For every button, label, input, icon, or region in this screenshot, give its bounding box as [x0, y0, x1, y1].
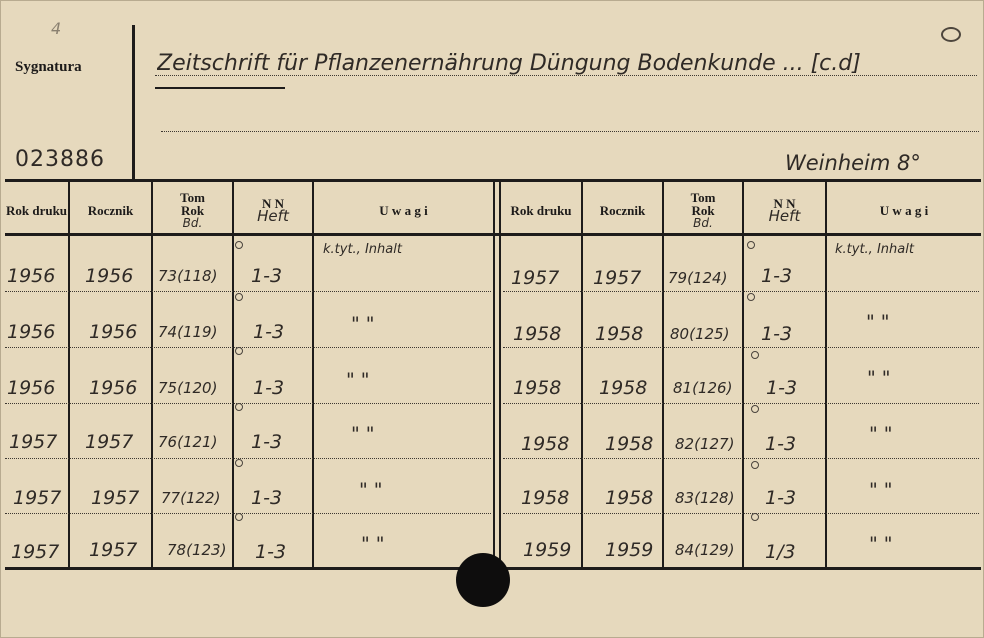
table-cell: 76(121)	[158, 433, 218, 451]
col-line	[581, 181, 583, 569]
center-line	[499, 181, 501, 569]
table-cell: k.tyt., Inhalt	[835, 242, 914, 257]
ring-mark-icon	[751, 513, 759, 521]
table-cell: 1959	[523, 539, 572, 561]
table-cell: " "	[869, 533, 893, 555]
col-line	[151, 181, 153, 569]
table-cell: 1957	[9, 431, 58, 453]
header-rok-druku	[501, 187, 581, 233]
header-label: Rok druku	[510, 202, 572, 218]
table-cell: 1-3	[766, 377, 798, 399]
row-dotted-line	[503, 347, 979, 348]
title-underline	[155, 87, 285, 89]
header-nn	[744, 187, 825, 233]
table-cell: " "	[869, 423, 893, 445]
header-label: Tom	[180, 189, 205, 205]
table-cell: 1959	[605, 539, 654, 561]
ring-mark-icon	[235, 459, 243, 467]
table-cell: 1958	[599, 377, 648, 399]
title-dotted-line	[155, 75, 977, 76]
ring-mark-icon	[751, 405, 759, 413]
ring-mark-icon	[747, 293, 755, 301]
header-handwritten: Heft	[768, 207, 801, 225]
table-cell: 1956	[7, 265, 56, 287]
table-cell: 1957	[511, 267, 560, 289]
col-line	[68, 181, 70, 569]
row-dotted-line	[503, 403, 979, 404]
table-cell: 1-3	[761, 323, 793, 345]
corner-number: 4	[51, 19, 62, 38]
table-cell: 1-3	[251, 487, 283, 509]
header-label: Rocznik	[87, 202, 134, 218]
table-cell: 1956	[7, 321, 56, 343]
col-line	[742, 181, 744, 569]
signature-number: 023886	[15, 147, 105, 172]
table-cell: 1-3	[251, 265, 283, 287]
ring-mark-icon	[751, 461, 759, 469]
table-cell: " "	[866, 311, 890, 333]
table-cell: 1/3	[765, 541, 796, 563]
header-divider	[132, 25, 135, 179]
ring-mark-icon	[235, 347, 243, 355]
table-cell: " "	[359, 479, 383, 501]
ring-mark-icon	[235, 241, 243, 249]
table-cell: 84(129)	[675, 541, 735, 559]
table-cell: 80(125)	[670, 325, 730, 343]
header-label: N N	[261, 196, 285, 211]
header-uwagi	[314, 187, 493, 233]
table-cell: 1958	[605, 433, 654, 455]
row-dotted-line	[5, 291, 491, 292]
header-label: Tom	[690, 189, 716, 205]
sygnatura-label: Sygnatura	[15, 59, 82, 75]
table-cell: 1958	[521, 433, 570, 455]
table-cell: 73(118)	[158, 267, 218, 285]
table-cell: " "	[361, 533, 385, 555]
col-line	[662, 181, 664, 569]
table-cell: 1957	[11, 541, 60, 563]
table-cell: 74(119)	[158, 323, 218, 341]
table-cell: k.tyt., Inhalt	[323, 242, 402, 257]
table-cell: 1958	[605, 487, 654, 509]
ring-mark-icon	[235, 293, 243, 301]
table-cell: 1957	[593, 267, 642, 289]
table-cell: 1-3	[253, 321, 285, 343]
table-cell: " "	[351, 423, 375, 445]
table-cell: 81(126)	[673, 379, 733, 397]
table-cell: " "	[869, 479, 893, 501]
table-cell: 75(120)	[158, 379, 218, 397]
header-handwritten: Bd.	[182, 215, 203, 230]
table-cell: 1958	[513, 323, 562, 345]
header-handwritten: Heft	[257, 207, 289, 225]
ring-mark-icon	[747, 241, 755, 249]
table-cell: 1958	[513, 377, 562, 399]
row-dotted-line	[503, 513, 979, 514]
table-cell: " "	[346, 369, 370, 391]
table-cell: 1-3	[253, 377, 285, 399]
header-rocznik	[583, 187, 662, 233]
header-label: U w a g i	[879, 202, 929, 218]
table-cell: 83(128)	[675, 489, 735, 507]
punch-ring-icon	[941, 27, 961, 42]
header-label: Rok	[691, 202, 715, 218]
header-label: Rocznik	[599, 202, 646, 218]
table-cell: " "	[867, 367, 891, 389]
table-cell: 1-3	[765, 433, 797, 455]
second-dotted-line	[161, 131, 979, 132]
col-line	[825, 181, 827, 569]
table-cell: 1-3	[251, 431, 283, 453]
header-handwritten: Bd.	[693, 215, 713, 230]
ring-mark-icon	[235, 513, 243, 521]
header-uwagi	[827, 187, 981, 233]
table-cell: 1957	[13, 487, 62, 509]
row-dotted-line	[5, 347, 491, 348]
header-label: Rok druku	[5, 202, 68, 218]
table-cell: 1957	[91, 487, 140, 509]
table-cell: 82(127)	[675, 435, 735, 453]
header-nn	[234, 187, 312, 233]
table-cell: 1957	[89, 539, 138, 561]
table-cell: 1-3	[761, 265, 793, 287]
table-cell: 79(124)	[668, 269, 728, 287]
table-cell: 77(122)	[161, 489, 221, 507]
table-cell: 1958	[521, 487, 570, 509]
table-cell: 1956	[85, 265, 134, 287]
table-cell: 1956	[89, 321, 138, 343]
row-dotted-line	[5, 458, 491, 459]
punch-hole-icon	[456, 553, 510, 607]
header-tom-rok	[664, 187, 742, 233]
header-label: U w a g i	[379, 202, 428, 218]
table-cell: 1-3	[765, 487, 797, 509]
table-cell: 1958	[595, 323, 644, 345]
header-label: Rok	[180, 202, 205, 218]
header-rocznik	[70, 187, 151, 233]
table-cell: " "	[351, 313, 375, 335]
header-label: N N	[773, 196, 796, 211]
row-dotted-line	[5, 513, 491, 514]
table-cell: 1-3	[255, 541, 287, 563]
center-line	[493, 181, 495, 569]
col-line	[232, 181, 234, 569]
place-format: Weinheim 8°	[785, 151, 921, 175]
ring-mark-icon	[235, 403, 243, 411]
row-dotted-line	[503, 458, 979, 459]
ring-mark-icon	[751, 351, 759, 359]
table-cell: 78(123)	[167, 541, 227, 559]
table-cell: 1956	[7, 377, 56, 399]
header-tom-rok	[153, 187, 232, 233]
col-line	[312, 181, 314, 569]
row-dotted-line	[503, 291, 979, 292]
header-rok-druku	[5, 187, 68, 233]
title-text: Zeitschrift für Pflanzenernährung Düngung Bodenkunde ... [c.d]	[157, 51, 861, 76]
row-dotted-line	[5, 403, 491, 404]
table-cell: 1957	[85, 431, 134, 453]
table-cell: 1956	[89, 377, 138, 399]
